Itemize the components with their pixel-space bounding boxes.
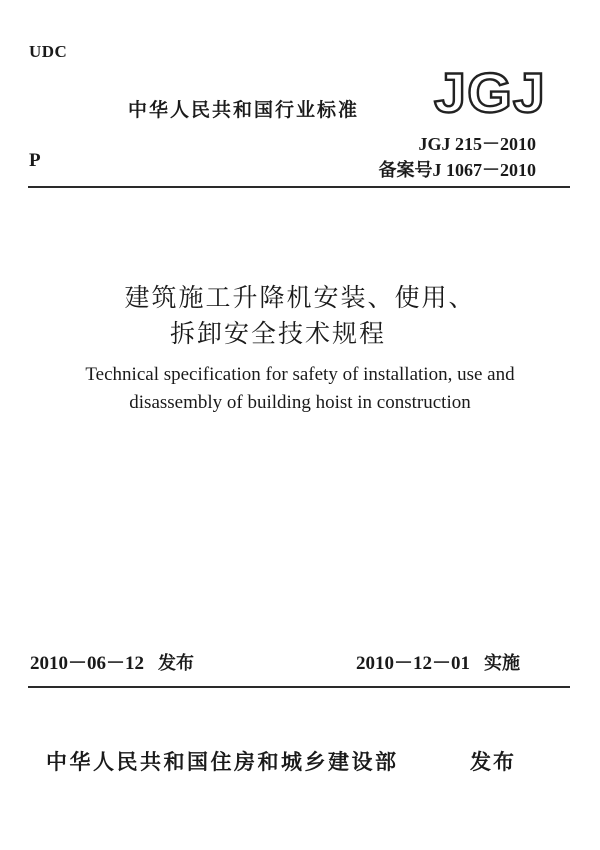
industry-standard-label: 中华人民共和国行业标准 [128, 99, 360, 121]
implementation-date-block [356, 648, 520, 675]
issue-date-block [30, 648, 194, 675]
udc-label: UDC [29, 42, 68, 61]
issue-label: 发布 [158, 653, 195, 674]
title-english-line-1: Technical specification for safety of installation, use and [85, 364, 515, 385]
implementation-date: 2010－12－01 [356, 653, 471, 674]
issue-date: 2010－06－12 [30, 653, 145, 674]
publisher-name: 中华人民共和国住房和城乡建设部 [46, 750, 399, 774]
jgj-logo-text: JGJ [434, 64, 546, 116]
publish-label: 发布 [470, 750, 516, 774]
record-number: 备案号J 1067－2010 [378, 160, 536, 180]
implementation-label: 实施 [484, 653, 521, 674]
title-chinese-line-2: 拆卸安全技术规程 [169, 319, 386, 348]
jgj-logo [432, 64, 548, 116]
standard-number: JGJ 215－2010 [418, 134, 536, 154]
bottom-divider [28, 686, 570, 688]
category-code: P [29, 150, 41, 171]
top-divider [28, 186, 570, 188]
title-english-line-2: disassembly of building hoist in construction [129, 392, 471, 413]
title-chinese-line-1: 建筑施工升降机安装、使用、 [124, 283, 476, 312]
